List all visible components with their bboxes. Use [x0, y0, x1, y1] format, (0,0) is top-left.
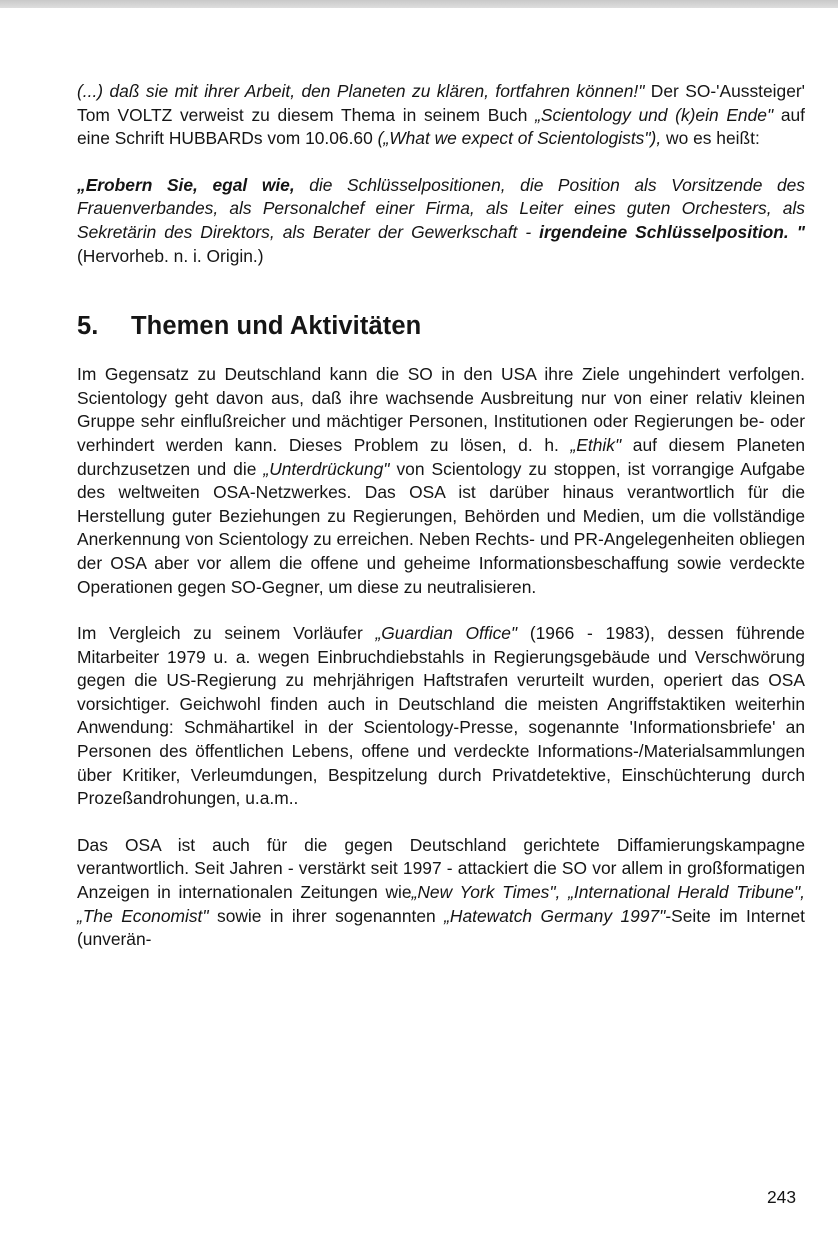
- paragraph-osa-goals: Im Gegensatz zu Deutschland kann die SO in den USA ihre Ziele ungehindert verfolgen. Scientology geht davon aus, daß ihre wachsende Ausbreitung nur von einer relativ kleinen Gruppe sehr einflußreicher und mächtiger Personen, Institutionen oder Regierungen be- oder verhindert werden kann. Dieses Problem zu lösen, d. h. „Ethik" auf diesem Planeten durchzusetzen und die „Unterdrückung" von Scientology zu stoppen, ist vorrangige Aufgabe des weltweiten OSA-Netzwerkes. Das OSA ist darüber hinaus verantwortlich für die Herstellung guter Beziehungen zu Regierungen, Behörden und Medien, um die vollständige Anerkennung von Scientology zu erreichen. Neben Rechts- und PR-Angelegenheiten obliegen der OSA aber vor allem die offene und geheime Informationsbeschaffung sowie verdeckte Operationen gegen SO-Gegner, um diese zu neutralisieren.: [77, 364, 806, 597]
- paragraph-campaign: Das OSA ist auch für die gegen Deutschland gerichtete Diffamierungskampagne verantwortlich. Seit Jahren - verstärkt seit 1997 - attackiert die SO vor allem in großformatigen Anzeigen in internationalen Zeitungen wie„New York Times", „International Herald Tribune", „The Economist" sowie in ihrer sogenannten „Hatewatch Germany 1997"-Seite im Internet (unverän-: [77, 834, 805, 950]
- quote-fragment: (...) daß sie mit ihrer Arbeit, den Planeten zu klären, fortfahren können!": [77, 81, 645, 101]
- section-title: Themen und Aktivitäten: [131, 312, 422, 341]
- paragraph-intro: (...) daß sie mit ihrer Arbeit, den Planeten zu klären, fortfahren können!" Der SO-'Aussteiger' Tom VOLTZ verweist zu diesem Thema in seinem Buch „Scientology und (k)ein Ende" auf eine Schrift HUBBARDs vom 10.06.60 („What we expect of Scientologists"), wo es heißt:: [77, 81, 805, 149]
- page-number: 243: [767, 1187, 797, 1207]
- book-title: „Scientology und (k)ein Ende": [535, 104, 774, 125]
- emphasis-bold: „Erobern Sie, egal wie,: [77, 174, 295, 195]
- section-number: 5.: [77, 312, 99, 341]
- section-heading: [77, 311, 805, 341]
- document-page: [77, 80, 805, 952]
- quote-note: (Hervorheb. n. i. Origin.): [77, 245, 264, 266]
- paragraph-guardian-office: Im Vergleich zu seinem Vorläufer „Guardian Office" (1966 - 1983), dessen führende Mitarbeiter 1979 u. a. wegen Einbruchdiebstahls in Regierungsgebäude und Verschwörung gegen die US-Regierung zu mehrjährigen Haftstrafen verurteilt wurden, operiert das OSA vorsichtiger. Geichwohl finden auch in Deutschland die meisten Angriffstaktiken weiterhin Anwendung: Schmähartikel in der Scientology-Presse, sogenannte 'Informationsbriefe' an Personen des öffentlichen Lebens, offene und verdeckte Informations-/Materialsammlungen über Kritiker, Verleumdungen, Bespitzelung durch Privatdetektive, Einschüchterung durch Prozeßandrohungen, u.a.m..: [77, 623, 805, 809]
- scan-top-edge: [0, 0, 838, 8]
- writing-title: („What we expect of Scientologists"),: [377, 128, 662, 149]
- block-quote: „Erobern Sie, egal wie, die Schlüsselpositionen, die Position als Vorsitzende des Frauenverbandes, als Personalchef einer Firma, als Leiter eines guten Orchesters, als Sekretärin des Direktors, als Berater der Gewerkschaft - irgendeine Schlüsselposition. " (Hervorheb. n. i. Origin.): [77, 174, 805, 266]
- emphasis-bold: irgendeine Schlüsselposition. ": [539, 221, 805, 242]
